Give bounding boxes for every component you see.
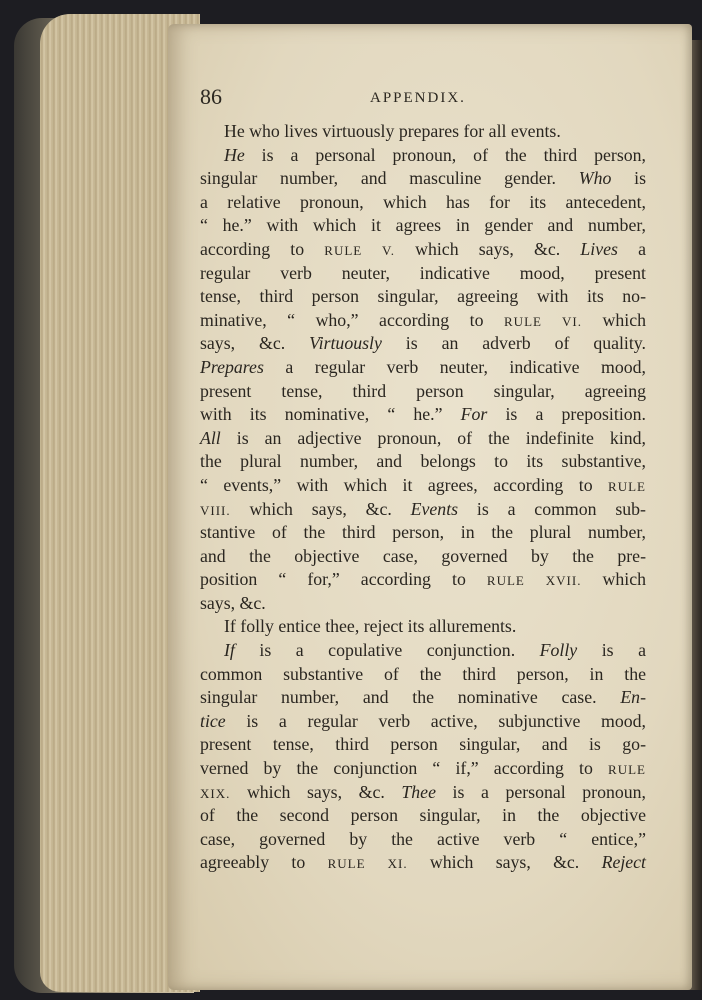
italic-term: En- bbox=[620, 687, 646, 708]
text-line bbox=[200, 804, 646, 828]
text-segment: with its nominative, “ he.” bbox=[200, 404, 461, 425]
text-segment: case, governed by the active verb “ entice,” bbox=[200, 828, 646, 849]
text-segment: a bbox=[617, 238, 646, 259]
text-segment: which bbox=[581, 569, 646, 590]
text-segment: is a copulative conjunction. bbox=[234, 640, 540, 661]
text-segment: which says, &c. bbox=[230, 498, 411, 519]
text-segment: says, &c. bbox=[200, 333, 310, 354]
text-segment: says, &c. bbox=[200, 592, 266, 613]
text-segment: which says, &c. bbox=[407, 852, 602, 873]
italic-term: Prepares bbox=[200, 356, 264, 377]
rule-reference: XIX. bbox=[200, 785, 231, 801]
text-segment: is a common sub- bbox=[458, 498, 646, 519]
text-segment: position “ for,” according to bbox=[200, 569, 487, 590]
text-line bbox=[200, 828, 646, 852]
text-line bbox=[200, 427, 646, 451]
text-segment: a relative pronoun, which has for its antecedent, bbox=[200, 191, 646, 212]
text-line bbox=[200, 167, 646, 191]
text-segment: which bbox=[582, 309, 646, 330]
text-segment: is a bbox=[577, 640, 646, 661]
text-segment: He who lives virtuously prepares for all events. bbox=[224, 121, 561, 141]
text-segment: is a personal pronoun, of the third person, bbox=[244, 144, 646, 165]
text-line bbox=[200, 120, 646, 144]
text-segment: singular number, and the nominative case. bbox=[200, 687, 621, 708]
rule-reference: RULE XVII. bbox=[486, 573, 582, 589]
running-head bbox=[200, 84, 646, 120]
rule-reference: RULE bbox=[608, 762, 646, 778]
text-segment: according to bbox=[200, 238, 325, 259]
italic-term: Folly bbox=[539, 640, 578, 661]
text-segment: is a personal pronoun, bbox=[435, 781, 646, 802]
text-line bbox=[200, 380, 646, 404]
italic-term: For bbox=[460, 404, 488, 425]
text-line bbox=[200, 639, 646, 663]
text-segment: is a preposition. bbox=[487, 404, 646, 425]
text-segment: minative, “ who,” according to bbox=[200, 309, 505, 330]
text-line bbox=[200, 757, 646, 781]
rule-reference: RULE XI. bbox=[327, 856, 408, 872]
page-number: 86 bbox=[200, 84, 222, 109]
text-line bbox=[200, 686, 646, 710]
text-segment: agreeably to bbox=[200, 852, 328, 873]
text-line bbox=[200, 663, 646, 687]
italic-term: If bbox=[224, 640, 235, 661]
text-segment: is bbox=[611, 168, 647, 189]
text-line bbox=[200, 144, 646, 168]
text-line bbox=[200, 568, 646, 592]
text-line bbox=[200, 474, 646, 498]
text-line bbox=[200, 545, 646, 569]
text-segment: present tense, third person singular, agreeing bbox=[200, 380, 646, 401]
text-segment: and the objective case, governed by the pre- bbox=[200, 545, 646, 566]
text-line bbox=[200, 332, 646, 356]
text-segment: stantive of the third person, in the plural number, bbox=[200, 522, 646, 543]
text-line bbox=[200, 356, 646, 380]
italic-term: Lives bbox=[580, 238, 618, 259]
text-segment: which says, &c. bbox=[230, 781, 402, 802]
text-line bbox=[200, 262, 646, 286]
rule-reference: RULE bbox=[608, 478, 646, 494]
italic-term: Reject bbox=[601, 852, 646, 873]
text-segment: regular verb neuter, indicative mood, present bbox=[200, 262, 646, 283]
text-segment: If folly entice thee, reject its allurements. bbox=[224, 616, 517, 637]
text-line bbox=[200, 521, 646, 545]
italic-term: Virtuously bbox=[309, 333, 382, 354]
text-segment: present tense, third person singular, and is go- bbox=[200, 734, 646, 755]
italic-term: Events bbox=[410, 498, 459, 519]
text-line bbox=[200, 733, 646, 757]
italic-term: Who bbox=[578, 168, 612, 189]
text-segment: verned by the conjunction “ if,” according to bbox=[200, 758, 609, 779]
text-line bbox=[200, 403, 646, 427]
rule-reference: RULE V. bbox=[324, 242, 395, 258]
rule-reference: RULE VI. bbox=[504, 313, 583, 329]
text-line bbox=[200, 781, 646, 805]
text-segment: singular number, and masculine gender. bbox=[200, 168, 579, 189]
text-segment: a regular verb neuter, indicative mood, bbox=[263, 356, 646, 377]
text-segment: tense, third person singular, agreeing with its no- bbox=[200, 286, 646, 307]
text-line bbox=[200, 851, 646, 875]
text-segment: which says, &c. bbox=[394, 238, 581, 259]
text-line bbox=[200, 710, 646, 734]
text-segment: the plural number, and belongs to its substantive, bbox=[200, 451, 646, 472]
italic-term: Thee bbox=[401, 781, 436, 802]
text-segment: is an adjective pronoun, of the indefinite kind, bbox=[220, 427, 646, 448]
text-line bbox=[200, 615, 646, 639]
rule-reference: VIII. bbox=[200, 502, 231, 518]
text-line bbox=[200, 592, 646, 616]
text-segment: of the second person singular, in the objective bbox=[200, 805, 646, 826]
text-segment: common substantive of the third person, in the bbox=[200, 663, 646, 684]
text-line bbox=[200, 285, 646, 309]
italic-term: All bbox=[200, 427, 221, 448]
text-line bbox=[200, 309, 646, 333]
italic-term: tice bbox=[200, 710, 226, 731]
text-line bbox=[200, 450, 646, 474]
text-segment: “ events,” with which it agrees, according to bbox=[200, 474, 609, 495]
running-head-title: APPENDIX. bbox=[370, 90, 466, 106]
text-segment: is a regular verb active, subjunctive mood, bbox=[225, 710, 646, 731]
italic-term: He bbox=[224, 144, 245, 165]
text-body bbox=[200, 120, 646, 875]
text-line bbox=[200, 238, 646, 262]
text-segment: is an adverb of quality. bbox=[381, 333, 646, 354]
text-line bbox=[200, 498, 646, 522]
text-line bbox=[200, 191, 646, 215]
page-content bbox=[200, 84, 647, 875]
text-line bbox=[200, 214, 646, 238]
text-segment: “ he.” with which it agrees in gender and number, bbox=[200, 215, 646, 236]
